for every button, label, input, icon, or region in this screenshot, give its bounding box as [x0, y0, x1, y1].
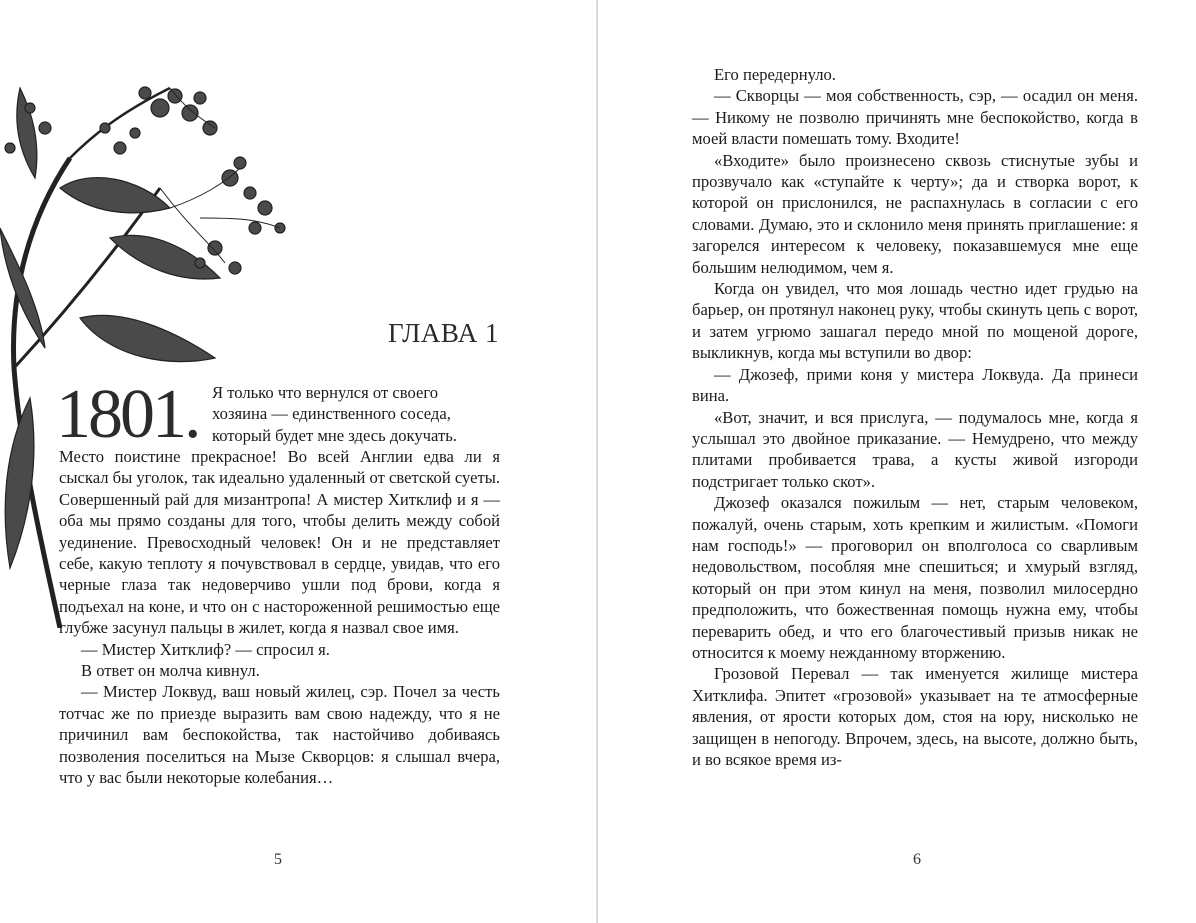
chapter-title: ГЛАВА 1	[388, 318, 499, 348]
opening-line: хозяина — единственного соседа,	[212, 404, 451, 424]
paragraph: «Входите» было произнесено сквозь стиснутые зубы и прозвучало как «ступайте к черту»; да и створка ворот, к которой он прислонился, не распахнулась в согласии с его словами. Думаю, это и склонило меня принять приглашение: я загорелся интересом к человеку, показавшемуся мне еще большим нелюдимом, чем я.	[692, 150, 1138, 277]
right-page	[598, 0, 1196, 923]
opening-lines	[212, 382, 500, 446]
opening-line: Я только что вернулся от своего	[212, 383, 439, 402]
paragraph: Место поистине прекрасное! Во всей Англии едва ли я сыскал бы уголок, так идеально удаленный от светской суеты. Совершенный рай для мизантропа! А мистер Хитклиф и я — оба мы прямо созданы для того, чтобы делить между собой уединение. Превосходный человек! Он и не представляет себе, какую теплоту я почувствовал в сердце, увидав, что его черные глаза так недоверчиво ушли под брови, когда я подъехал на коне, и что он с настороженной решимостью еще глубже засунул пальцы в жилет, когда я назвал свое имя.	[59, 447, 500, 638]
paragraph: Когда он увидел, что моя лошадь честно идет грудью на барьер, он протянул наконец руку, чтобы скинуть цепь с ворот, и затем угрюмо зашагал передо мной по мощеной дороге, выкликнув, когда мы вступили во двор:	[692, 279, 1138, 363]
paragraph: — Скворцы — моя собственность, сэр, — осадил он меня. — Никому не позволю причинять мне беспокойство, когда в моей власти помешать тому. Входите!	[692, 86, 1138, 149]
year-dropcap: 1801.	[56, 376, 199, 453]
left-page	[0, 0, 597, 923]
opening-line: который будет мне здесь докучать.	[212, 425, 457, 445]
paragraph: «Вот, значит, и вся прислуга, — подумалось мне, когда я услышал это двойное приказание. — Немудрено, что между плитами пробивается трава, а кусты живой изгороди подстригает только скот».	[692, 407, 1138, 491]
paragraph: — Джозеф, прими коня у мистера Локвуда. Да принеси вина.	[692, 364, 1138, 406]
paragraph: В ответ он молча кивнул.	[81, 661, 260, 681]
paragraph: Джозеф оказался пожилым — нет, старым человеком, пожалуй, очень старым, хоть крепким и жилистым. «Помоги нам господь!» — проговорил он вполголоса со сварливым недовольством, пособляя мне спешиться; и хмурый взгляд, который он при этом кинул на меня, позволил милосердно предположить, что божественная помощь нужна ему, чтобы переварить обед, и что его благочестивый призыв никак не относится к моему нежданному вторжению.	[692, 493, 1138, 662]
page-number: 6	[913, 851, 921, 868]
paragraph: Его передернуло.	[714, 65, 836, 84]
paragraph: Грозовой Перевал — так именуется жилище мистера Хитклифа. Эпитет «грозовой» указывает на те атмосферные явления, от ярости которых дом, стоя на юру, нисколько не защищен в непогоду. Впрочем, здесь, на высоте, должно быть, и во всякое время из-	[692, 664, 1138, 769]
paragraph: — Мистер Локвуд, ваш новый жилец, сэр. Почел за честь тотчас же по приезде выразить вам свою надежду, что я не причинил вам беспокойства, так настойчиво добиваясь позволения поселиться на Мызе Скворцов: я слышал вчера, что у вас были некоторые колебания…	[59, 682, 500, 788]
left-body-text	[59, 446, 500, 789]
right-body-text	[692, 64, 1138, 770]
page-number: 5	[274, 851, 282, 868]
paragraph: — Мистер Хитклиф? — спросил я.	[81, 639, 330, 659]
